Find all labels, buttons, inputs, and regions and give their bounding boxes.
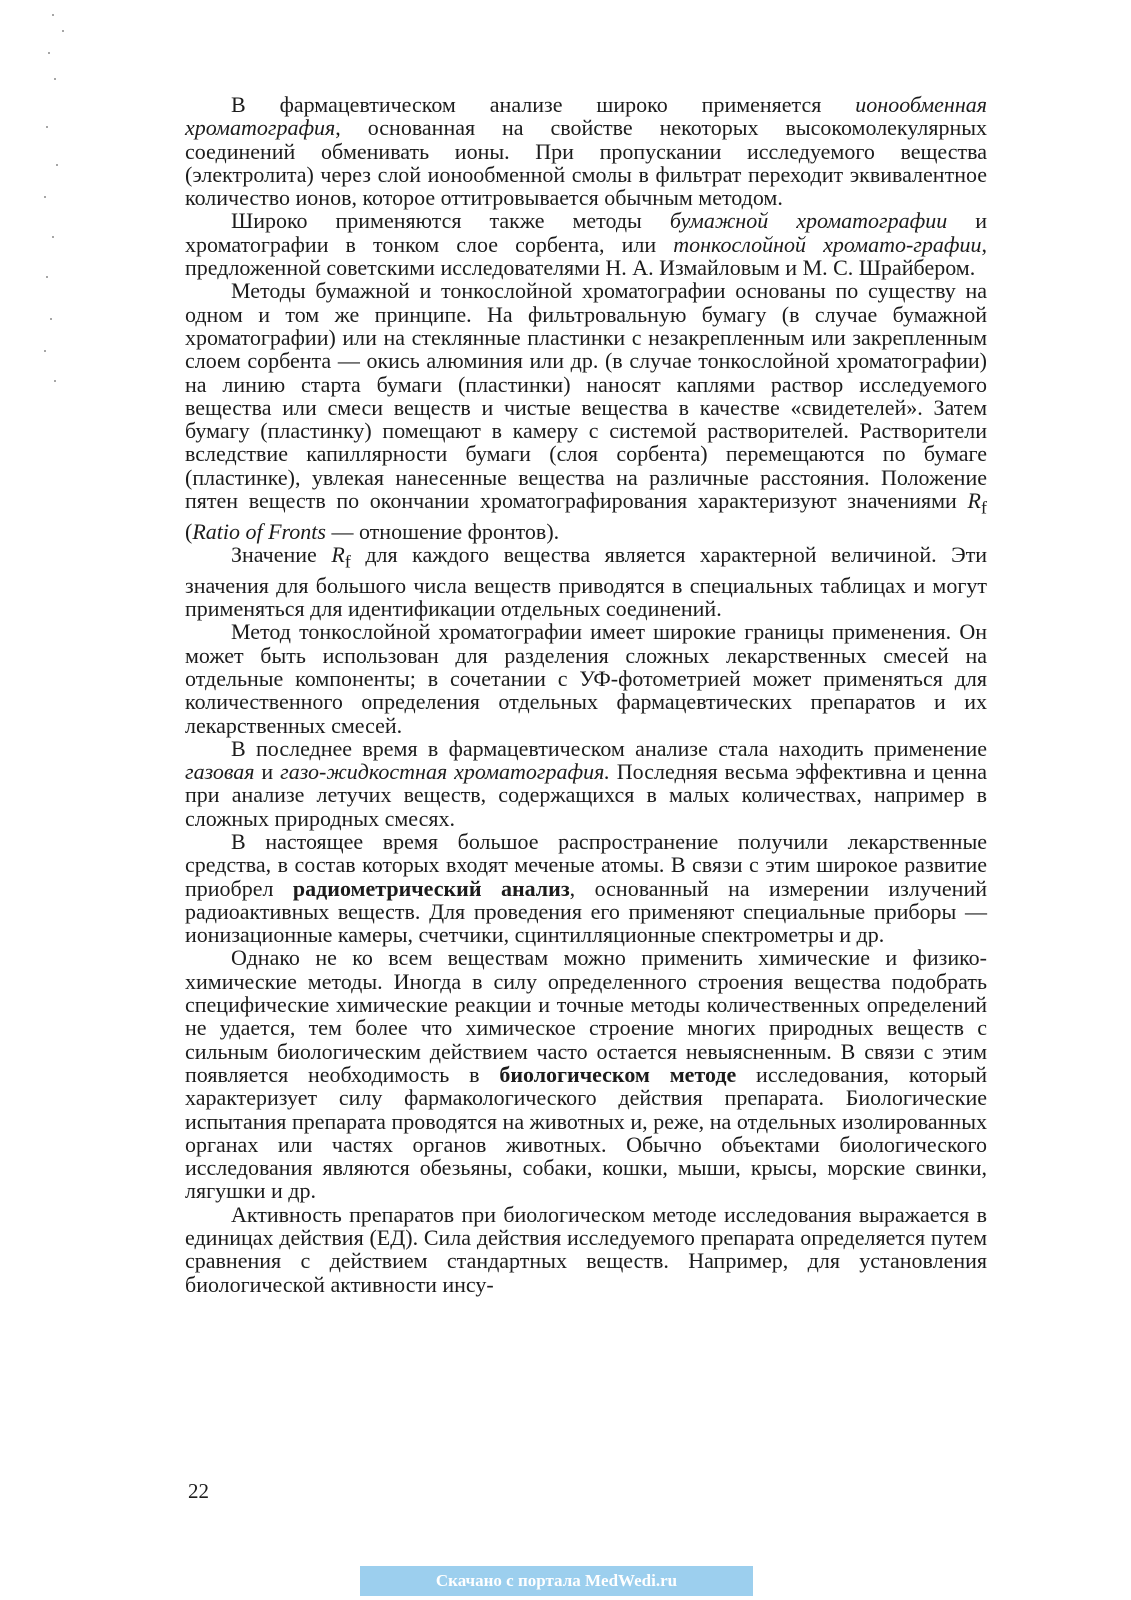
bold-term: радиометрический анализ [292,875,570,901]
text-run: и хроматографии в тонком слое сорбента, или [185,208,987,257]
italic-term: газо-жидкостная хроматография. [280,759,610,785]
text-run: и [254,759,281,785]
text-run: для каждого вещества является характерной величиной. Эти значения для большого числа веществ приводятся в специальных таблицах и могут применяться для идентификации отдельных соединений. [185,542,988,622]
paragraph [185,830,987,946]
body-text [185,93,987,1296]
text-run: , предложенной советскими исследователями Н. А. Измайловым и М. С. Шрайбером. [185,231,987,281]
paragraph [185,737,987,830]
italic-term: Ratio of Fronts [192,518,326,544]
paragraph [185,1203,987,1296]
subscript: f [344,551,351,572]
text-run: В фармацевтическом анализе широко применяется [231,92,856,117]
text-run: Метод тонкослойной хроматографии имеет широкие границы применения. Он может быть использован для разделения сложных лекарственных смесей на отдельные компоненты; в сочетании с УФ-фотометрией может применяться для количественного определения отдельных фармацевтических препаратов и их лекарственных смесей. [185,619,987,738]
paragraph [185,620,987,736]
italic-term: R [967,488,981,514]
text-run: Значение [231,542,332,568]
paragraph [185,946,987,1202]
text-run: исследования, который характеризует силу фармакологического действия препарата. Биологические испытания препарата проводятся на животных и, реже, на отдельных изолированных органах или частях органов животных. Обычно объектами биологического исследования являются обезьяны, собаки, кошки, мыши, крысы, морские свинки, лягушки и др. [185,1061,988,1204]
subscript: f [980,497,987,518]
scan-edge-marks [40,0,70,400]
text-run: — отношение фронтов). [325,518,560,544]
italic-term: бумажной хроматографии [669,208,948,234]
text-run: , основанная на свойстве некоторых высокомолекулярных соединений обменивать ионы. При пропускании исследуемого вещества (электролита) через слой ионообменной смолы в фильтрат переходит эквивалентное количество ионов, которое оттитровывается обычным методом. [185,115,987,211]
text-run: ( [185,518,193,544]
italic-term: R [331,542,345,568]
text-run: В настоящее время большое распространение получили лекарственные средства, в состав которых входят меченые атомы. В связи с этим широкое развитие приобрел [185,828,987,901]
paragraph [185,209,987,279]
paragraph [185,543,987,620]
text-run: , основанный на измерении излучений радиоактивных веществ. Для проведения его применяют специальные приборы — ионизационные камеры, счетчики, сцинтилляционные спектрометры и др. [185,875,987,948]
italic-term: ионообменная хроматография [185,92,987,141]
page-number: 22 [188,1479,209,1503]
italic-term: тонкослойной хромато-графии [673,231,982,257]
download-watermark: Скачано с портала MedWedi.ru [360,1566,753,1596]
paragraph [185,93,987,209]
text-run: В последнее время в фармацевтическом анализе стала находить применение [231,735,987,761]
text-run: Последняя весьма эффективна и ценна при анализе летучих веществ, содержащихся в малых количествах, например в сложных природных смесях. [185,759,988,831]
text-run: Методы бумажной и тонкослойной хроматографии основаны по существу на одном и том же принципе. На фильтровальную бумагу (в случае бумажной хроматографии) или на стеклянные пластинки с незакрепленным или закрепленным слоем сорбента — окись алюминия или др. (в случае тонкослойной хроматографии) на линию старта бумаги (пластинки) наносят каплями раствор исследуемого вещества или смеси веществ и чистые вещества в качестве «свидетелей». Затем бумагу (пластинку) помещают в камеру с системой растворителей. Растворители вследствие капиллярности бумаги (слоя сорбента) перемещаются по бумаге (пластинке), увлекая нанесенные вещества на различные расстояния. Положение пятен веществ по окончании хроматографирования характеризуют значениями [185,278,987,514]
text-run: Широко применяются также методы [231,208,670,234]
italic-term: газовая [185,759,255,785]
bold-term: биологическом методе [499,1061,737,1087]
text-run: Однако не ко всем веществам можно применить химические и физико-химические методы. Иногда в силу определенного строения вещества подобрать специфические химические реакции и точные методы количественных определений не удается, тем более что химическое строение многих природных веществ с сильным биологическим действием часто остается невыясненным. В связи с этим появляется необходимость в [185,945,987,1087]
text-run: Активность препаратов при биологическом методе исследования выражается в единицах действия (ЕД). Сила действия исследуемого препарата определяется путем сравнения с действием стандартных веществ. Например, для установления биологической активности инсу- [185,1201,987,1297]
paragraph [185,279,987,543]
